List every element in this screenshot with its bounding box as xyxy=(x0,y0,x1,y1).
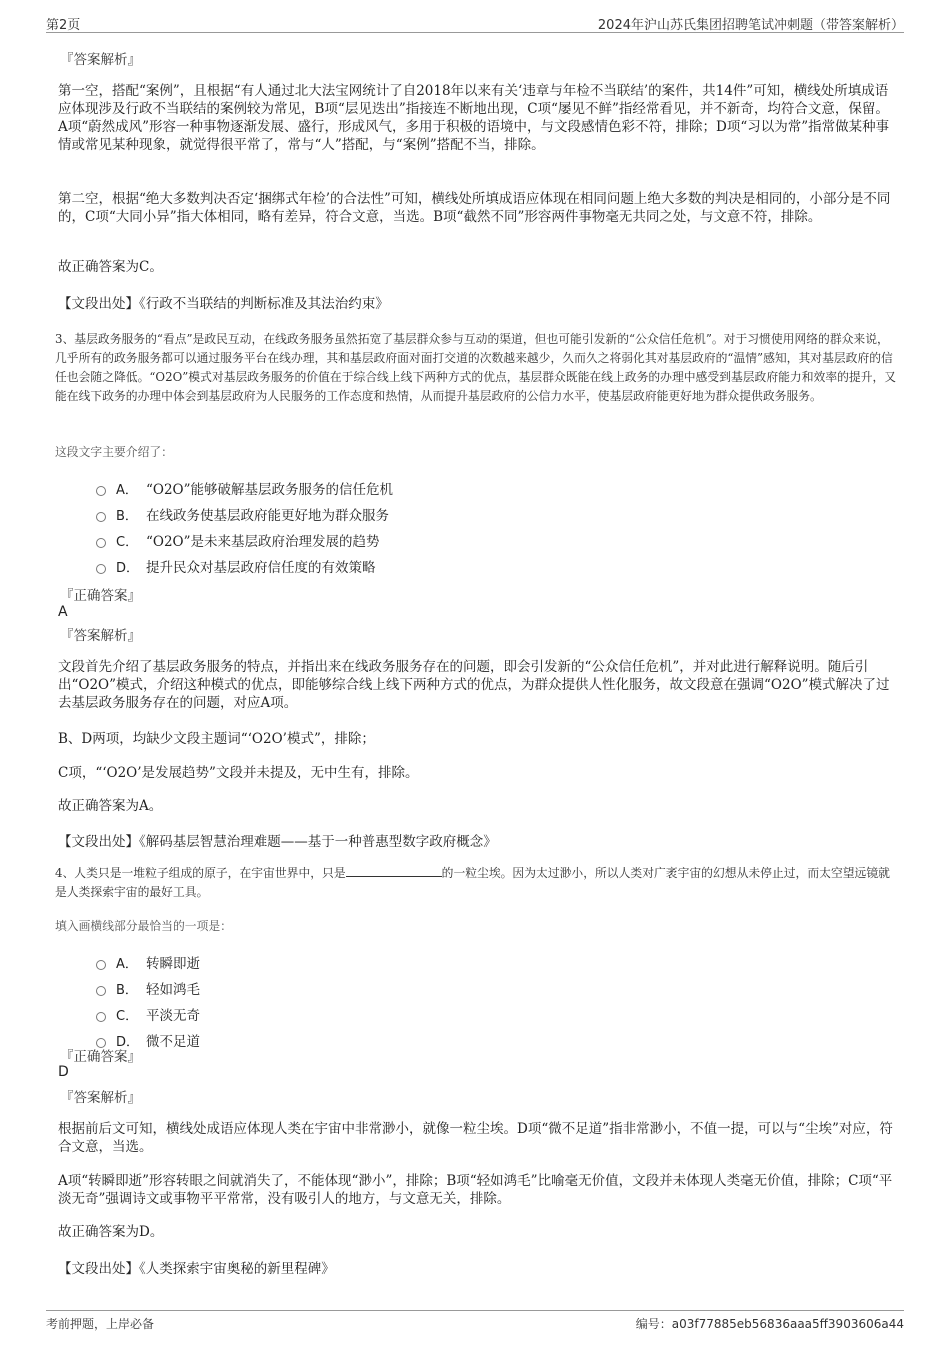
page-footer xyxy=(46,1310,904,1335)
footer-slogan: 考前押题，上岸必备 xyxy=(46,1317,155,1331)
document-title: 2024年沪山苏氏集团招聘笔试冲刺题（带答案解析） xyxy=(597,18,904,33)
q4-correct-label: 『正确答案』 xyxy=(60,1049,141,1065)
radio-button[interactable] xyxy=(96,1012,106,1022)
q4-option-c[interactable]: C． 平淡无奇 xyxy=(96,1004,200,1024)
q4-analysis-para2: A项“转瞬即逝”形容转眼之间就消失了，不能体现“渺小”，排除；B项“轻如鸿毛”比喻毫无价值，文段并未体现人类毫无价值，排除；C项“平淡无奇”强调诗文或事物平平常常，没有吸引人的地方，与文意无关，排除。 xyxy=(58,1173,893,1207)
q3-source: 【文段出处】《解码基层智慧治理难题——基于一种普惠型数字政府概念》 xyxy=(58,834,497,850)
q3-analysis-para1: 文段首先介绍了基层政务服务的特点，并指出来在线政务服务存在的问题，即会引发新的“公众信任危机”，并对此进行解释说明。随后引出“O2O”模式，介绍这种模式的优点，即能够综合线上线下两种方式的优点，为群众提供人性化服务，故文段意在强调“O2O”模式解决了过去基层政务服务存在的问题，对应A项。 xyxy=(58,659,890,711)
q3-conclusion: 故正确答案为A。 xyxy=(58,798,163,814)
radio-button[interactable] xyxy=(96,538,106,548)
q4-question: 填入画横线部分最恰当的一项是： xyxy=(55,919,232,933)
q4-analysis-para1: 根据前后文可知，横线处成语应体现人类在宇宙中非常渺小，就像一粒尘埃。D项“微不足道”指非常渺小，不值一提，可以与“尘埃”对应，符合文意，当选。 xyxy=(58,1121,893,1155)
q3-question: 这段文字主要介绍了： xyxy=(55,445,173,459)
q2-conclusion: 故正确答案为C。 xyxy=(58,259,163,275)
q3-option-b[interactable]: B． 在线政务使基层政府能更好地为群众服务 xyxy=(96,504,389,524)
q4-source: 【文段出处】《人类探索宇宙奥秘的新里程碑》 xyxy=(58,1261,335,1277)
q3-option-a[interactable]: A． “O2O”能够破解基层政务服务的信任危机 xyxy=(96,478,393,498)
q2-source: 【文段出处】《行政不当联结的判断标准及其法治约束》 xyxy=(58,296,389,312)
q4-analysis-label: 『答案解析』 xyxy=(60,1090,141,1106)
radio-button[interactable] xyxy=(96,512,106,522)
document-id: 编号：a03f77885eb56836aaa5ff3903606a44 xyxy=(635,1317,904,1331)
q4-option-b[interactable]: B． 轻如鸿毛 xyxy=(96,978,200,998)
q2-analysis-para2: 第二空，根据“绝大多数判决否定‘捆绑式年检’的合法性”可知，横线处所填成语应体现在相同问题上绝大多数的判决是相同的，小部分是不同的，C项“大同小异”指大体相同，略有差异，符合文意，当选。B项“截然不同”形容两件事物毫无共同之处，与文意不符，排除。 xyxy=(58,191,891,225)
q3-correct-answer: A xyxy=(58,604,68,620)
radio-button[interactable] xyxy=(96,986,106,996)
q3-option-d[interactable]: D． 提升民众对基层政府信任度的有效策略 xyxy=(96,556,376,576)
fill-blank xyxy=(346,864,442,877)
q4-correct-answer: D xyxy=(58,1064,69,1080)
page-header xyxy=(46,10,904,33)
q3-analysis-label: 『答案解析』 xyxy=(60,628,141,644)
q4-option-d[interactable]: D． 微不足道 xyxy=(96,1030,200,1050)
q3-analysis-para2: B、D两项，均缺少文段主题词“‘O2O’模式”，排除； xyxy=(58,731,375,747)
q3-correct-label: 『正确答案』 xyxy=(60,588,141,604)
q4-stem: 4、人类只是一堆粒子组成的原子，在宇宙世界中，只是 的一粒尘埃。因为太过渺小，所以人类对广袤宇宙的幻想从未停止过，而太空望远镜就是人类探索宇宙的最好工具。 xyxy=(55,866,890,899)
q3-analysis-para3: C项，“‘O2O’是发展趋势”文段并未提及，无中生有，排除。 xyxy=(58,765,419,781)
page-number: 第2页 xyxy=(46,18,81,33)
q3-stem: 3、基层政务服务的“看点”是政民互动，在线政务服务虽然拓宽了基层群众参与互动的渠道，但也可能引发新的“公众信任危机”。对于习惯使用网络的群众来说，几乎所有的政务服务都可以通过服务平台在线办理，其和基层政府面对面打交道的次数越来越少，久而久之将弱化其对基层政府的“温情”感知，其对基层政府的信任也会随之降低。“O2O”模式对基层政务服务的价值在于综合线上线下两种方式的优点，基层群众既能在线上政务的办理中感受到基层政府能力和效率的提升，又能在线下政务的办理中体会到基层政府为人民服务的工作态度和热情，从而提升基层政府的公信力水平，使基层政府能更好地为群众提供政务服务。 xyxy=(55,332,897,403)
radio-button[interactable] xyxy=(96,564,106,574)
q4-option-a[interactable]: A． 转瞬即逝 xyxy=(96,952,200,972)
q2-analysis-label: 『答案解析』 xyxy=(60,52,141,68)
radio-button[interactable] xyxy=(96,486,106,496)
q4-conclusion: 故正确答案为D。 xyxy=(58,1224,164,1240)
q2-analysis-para1: 第一空，搭配“案例”，且根据“有人通过北大法宝网统计了自2018年以来有关‘违章与年检不当联结’的案件，共14件”可知，横线处所填成语应体现涉及行政不当联结的案例较为常见，B项“层见迭出”指接连不断地出现，C项“屡见不鲜”指经常看见，并不新奇，均符合文意，保留。A项“蔚然成风”形容一种事物逐渐发展、盛行，形成风气，多用于积极的语境中，与文段感情色彩不符，排除；D项“习以为常”指常做某种事情或常见某种现象，就觉得很平常了，常与“人”搭配，与“案例”搭配不当，排除。 xyxy=(58,83,890,153)
radio-button[interactable] xyxy=(96,960,106,970)
q3-option-c[interactable]: C． “O2O”是未来基层政府治理发展的趋势 xyxy=(96,530,380,550)
